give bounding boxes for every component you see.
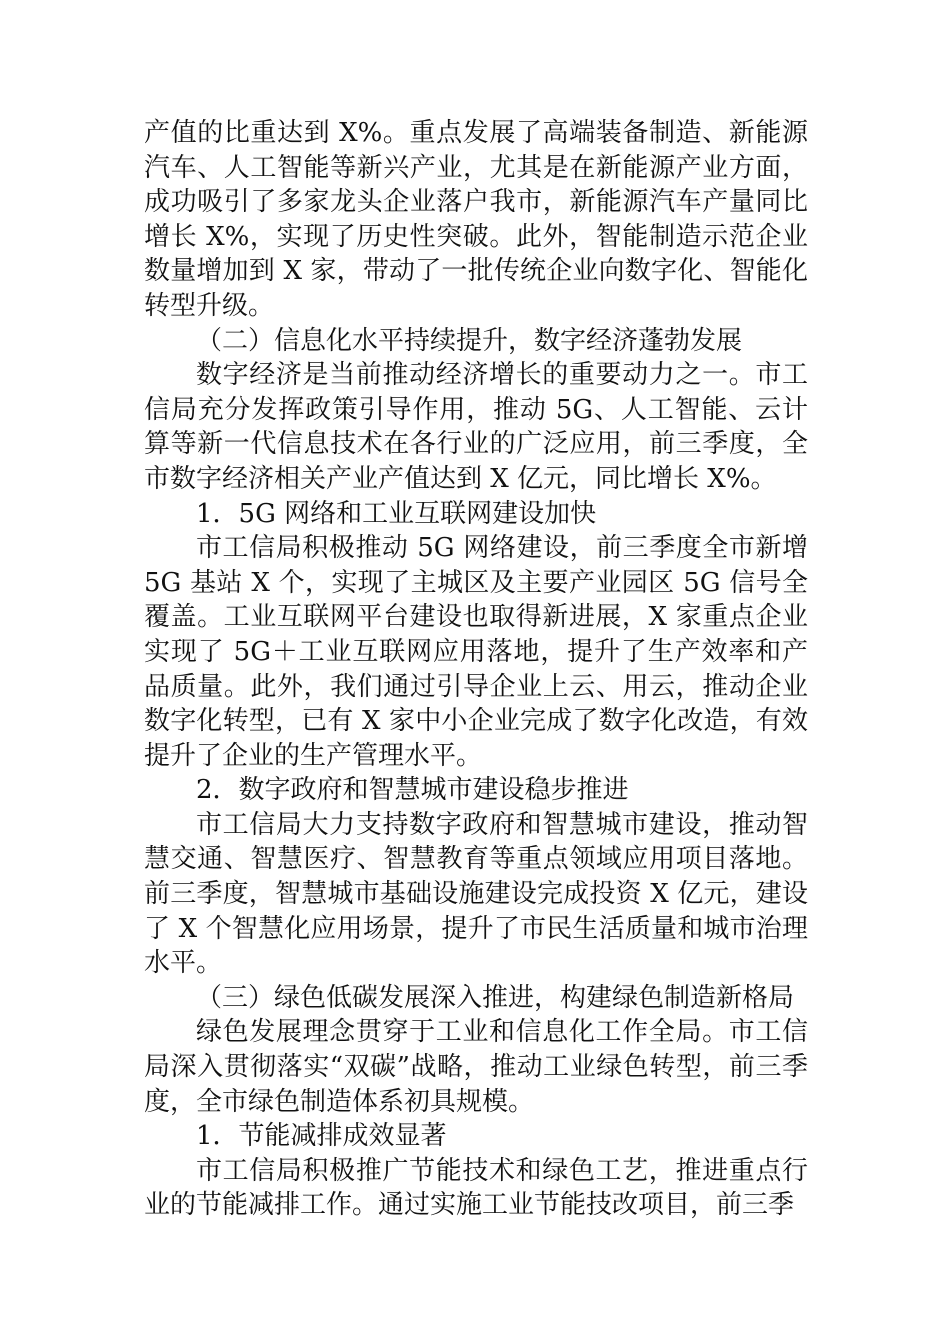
subheading-smart-city: 2．数字政府和智慧城市建设稳步推进 — [196, 775, 629, 806]
paragraph-digital-economy: 数字经济是当前推动经济增长的重要动力之一。市工信局充分发挥政策引导作用，推动 5G、人工智能、云计算等新一代信息技术在各行业的广泛应用，前三季度，全市数字经济相关产业产值达到 X 亿元，同比增长 X%。 — [144, 360, 808, 494]
paragraph-green-development: 绿色发展理念贯穿于工业和信息化工作全局。市工信局深入贯彻落实“双碳”战略，推动工业绿色转型，前三季度，全市绿色制造体系初具规模。 — [144, 1017, 808, 1117]
heading-informatization: （二）信息化水平持续提升，数字经济蓬勃发展 — [196, 325, 743, 356]
subheading-5g-network: 1．5G 网络和工业互联网建设加快 — [196, 498, 597, 529]
heading-green-development: （三）绿色低碳发展深入推进，构建绿色制造新格局 — [196, 982, 795, 1013]
document-body — [144, 116, 808, 1223]
subheading-energy-saving: 1．节能减排成效显著 — [196, 1121, 447, 1152]
paragraph-5g-network: 市工信局积极推动 5G 网络建设，前三季度全市新增 5G 基站 X 个，实现了主城区及主要产业园区 5G 信号全覆盖。工业互联网平台建设也取得新进展，X 家重点企业实现了 5G＋工业互联网应用落地，提升了生产效率和产品质量。此外，我们通过引导企业上云、用云，推动企业数字化转型，已有 X 家中小企业完成了数字化改造，有效提升了企业的生产管理水平。 — [144, 533, 808, 771]
paragraph-industry-summary: 产值的比重达到 X%。重点发展了高端装备制造、新能源汽车、人工智能等新兴产业，尤其是在新能源产业方面，成功吸引了多家龙头企业落户我市，新能源汽车产量同比增长 X%，实现了历史性突破。此外，智能制造示范企业数量增加到 X 家，带动了一批传统企业向数字化、智能化转型升级。 — [144, 118, 808, 321]
paragraph-energy-saving: 市工信局积极推广节能技术和绿色工艺，推进重点行业的节能减排工作。通过实施工业节能技改项目，前三季 — [144, 1155, 808, 1221]
paragraph-smart-city: 市工信局大力支持数字政府和智慧城市建设，推动智慧交通、智慧医疗、智慧教育等重点领域应用项目落地。前三季度，智慧城市基础设施建设完成投资 X 亿元，建设了 X 个智慧化应用场景，提升了市民生活质量和城市治理水平。 — [144, 809, 808, 979]
